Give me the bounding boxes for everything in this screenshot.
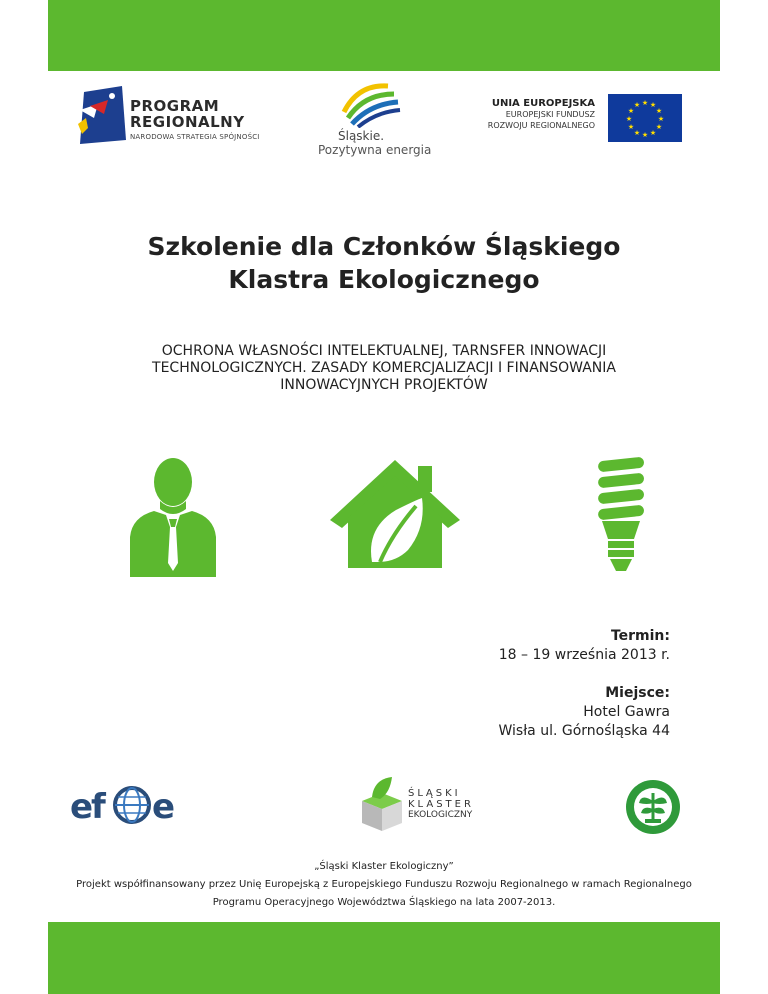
- footer-text: [48, 858, 720, 912]
- place-line-1: Hotel Gawra: [583, 704, 670, 720]
- program-regionalny-emblem-icon: [76, 84, 128, 146]
- svg-text:ef: ef: [70, 787, 104, 826]
- term-value: 18 – 19 września 2013 r.: [498, 647, 670, 663]
- eu-title: UNIA EUROPEJSKA: [491, 98, 595, 109]
- svg-text:e: e: [152, 787, 176, 826]
- svg-text:★: ★: [633, 129, 641, 137]
- footer-line-2: Projekt współfinansowany przez Unię Europejską z Europejskiego Funduszu Rozwoju Regionalnego w ramach Regionalnego: [76, 879, 692, 890]
- strategy-label: NARODOWA STRATEGIA SPÓJNOŚCI: [130, 133, 260, 141]
- svg-text:★: ★: [655, 107, 663, 115]
- slaskie-slogan: Pozytywna energia: [318, 143, 432, 157]
- svg-text:★: ★: [625, 115, 633, 123]
- cluster-line-1: ŚLĄSKI: [408, 788, 461, 799]
- efoe-logo: [70, 784, 182, 826]
- svg-text:★: ★: [627, 107, 635, 115]
- slaskie-waves-icon: [318, 80, 418, 128]
- eu-logo: [455, 94, 685, 144]
- energy-saving-bulb-icon: [590, 455, 650, 575]
- cluster-line-2: KLASTER: [408, 799, 474, 810]
- svg-text:★: ★: [627, 123, 635, 131]
- eu-fund-line2: ROZWOJU REGIONALNEGO: [487, 121, 595, 130]
- subtitle-line-3: INNOWACYJNYCH PROJEKTÓW: [280, 377, 488, 393]
- bottom-green-band: [48, 922, 720, 994]
- place-line-2: Wisła ul. Górnośląska 44: [498, 723, 670, 739]
- cluster-line-3: EKOLOGICZNY: [408, 810, 473, 820]
- program-regionalny-logo: [76, 84, 286, 146]
- title-line-2: Klastra Ekologicznego: [228, 265, 540, 294]
- regionalny-label: REGIONALNY: [130, 113, 245, 131]
- svg-text:★: ★: [655, 123, 663, 131]
- subtitle-line-2: TECHNOLOGICZNYCH. ZASADY KOMERCJALIZACJI I FINANSOWANIA: [152, 360, 616, 376]
- document-title: [60, 230, 708, 296]
- svg-text:★: ★: [649, 129, 657, 137]
- title-line-1: Szkolenie dla Członków Śląskiego: [147, 232, 621, 261]
- slaskie-label: Śląskie.: [338, 129, 385, 143]
- subtitle-line-1: OCHRONA WŁASNOŚCI INTELEKTUALNEJ, TARNSFER INNOWACJI: [161, 343, 607, 359]
- program-label: PROGRAM: [130, 97, 220, 115]
- cluster-cube-icon: [358, 775, 406, 833]
- footer-line-1: „Śląski Klaster Ekologiczny”: [314, 861, 454, 872]
- eco-house-icon: [330, 458, 460, 568]
- place-label: Miejsce:: [605, 685, 670, 701]
- footer-line-3: Programu Operacyjnego Województwa Śląskiego na lata 2007-2013.: [212, 897, 556, 908]
- slaski-klaster-logo: [358, 775, 488, 835]
- svg-text:★: ★: [633, 101, 641, 109]
- eu-fund-line1: EUROPEJSKI FUNDUSZ: [505, 110, 595, 119]
- eu-flag-icon: [608, 94, 682, 142]
- document-subtitle: [70, 343, 698, 394]
- green-seal-logo: [625, 779, 681, 835]
- svg-text:★: ★: [649, 101, 657, 109]
- svg-text:★: ★: [657, 115, 665, 123]
- term-label: Termin:: [610, 628, 670, 644]
- slaskie-logo: [318, 80, 432, 158]
- businessman-icon: [128, 457, 218, 577]
- event-info: [370, 627, 670, 741]
- svg-text:★: ★: [641, 99, 649, 107]
- svg-text:★: ★: [641, 131, 649, 139]
- top-green-band: [48, 0, 720, 71]
